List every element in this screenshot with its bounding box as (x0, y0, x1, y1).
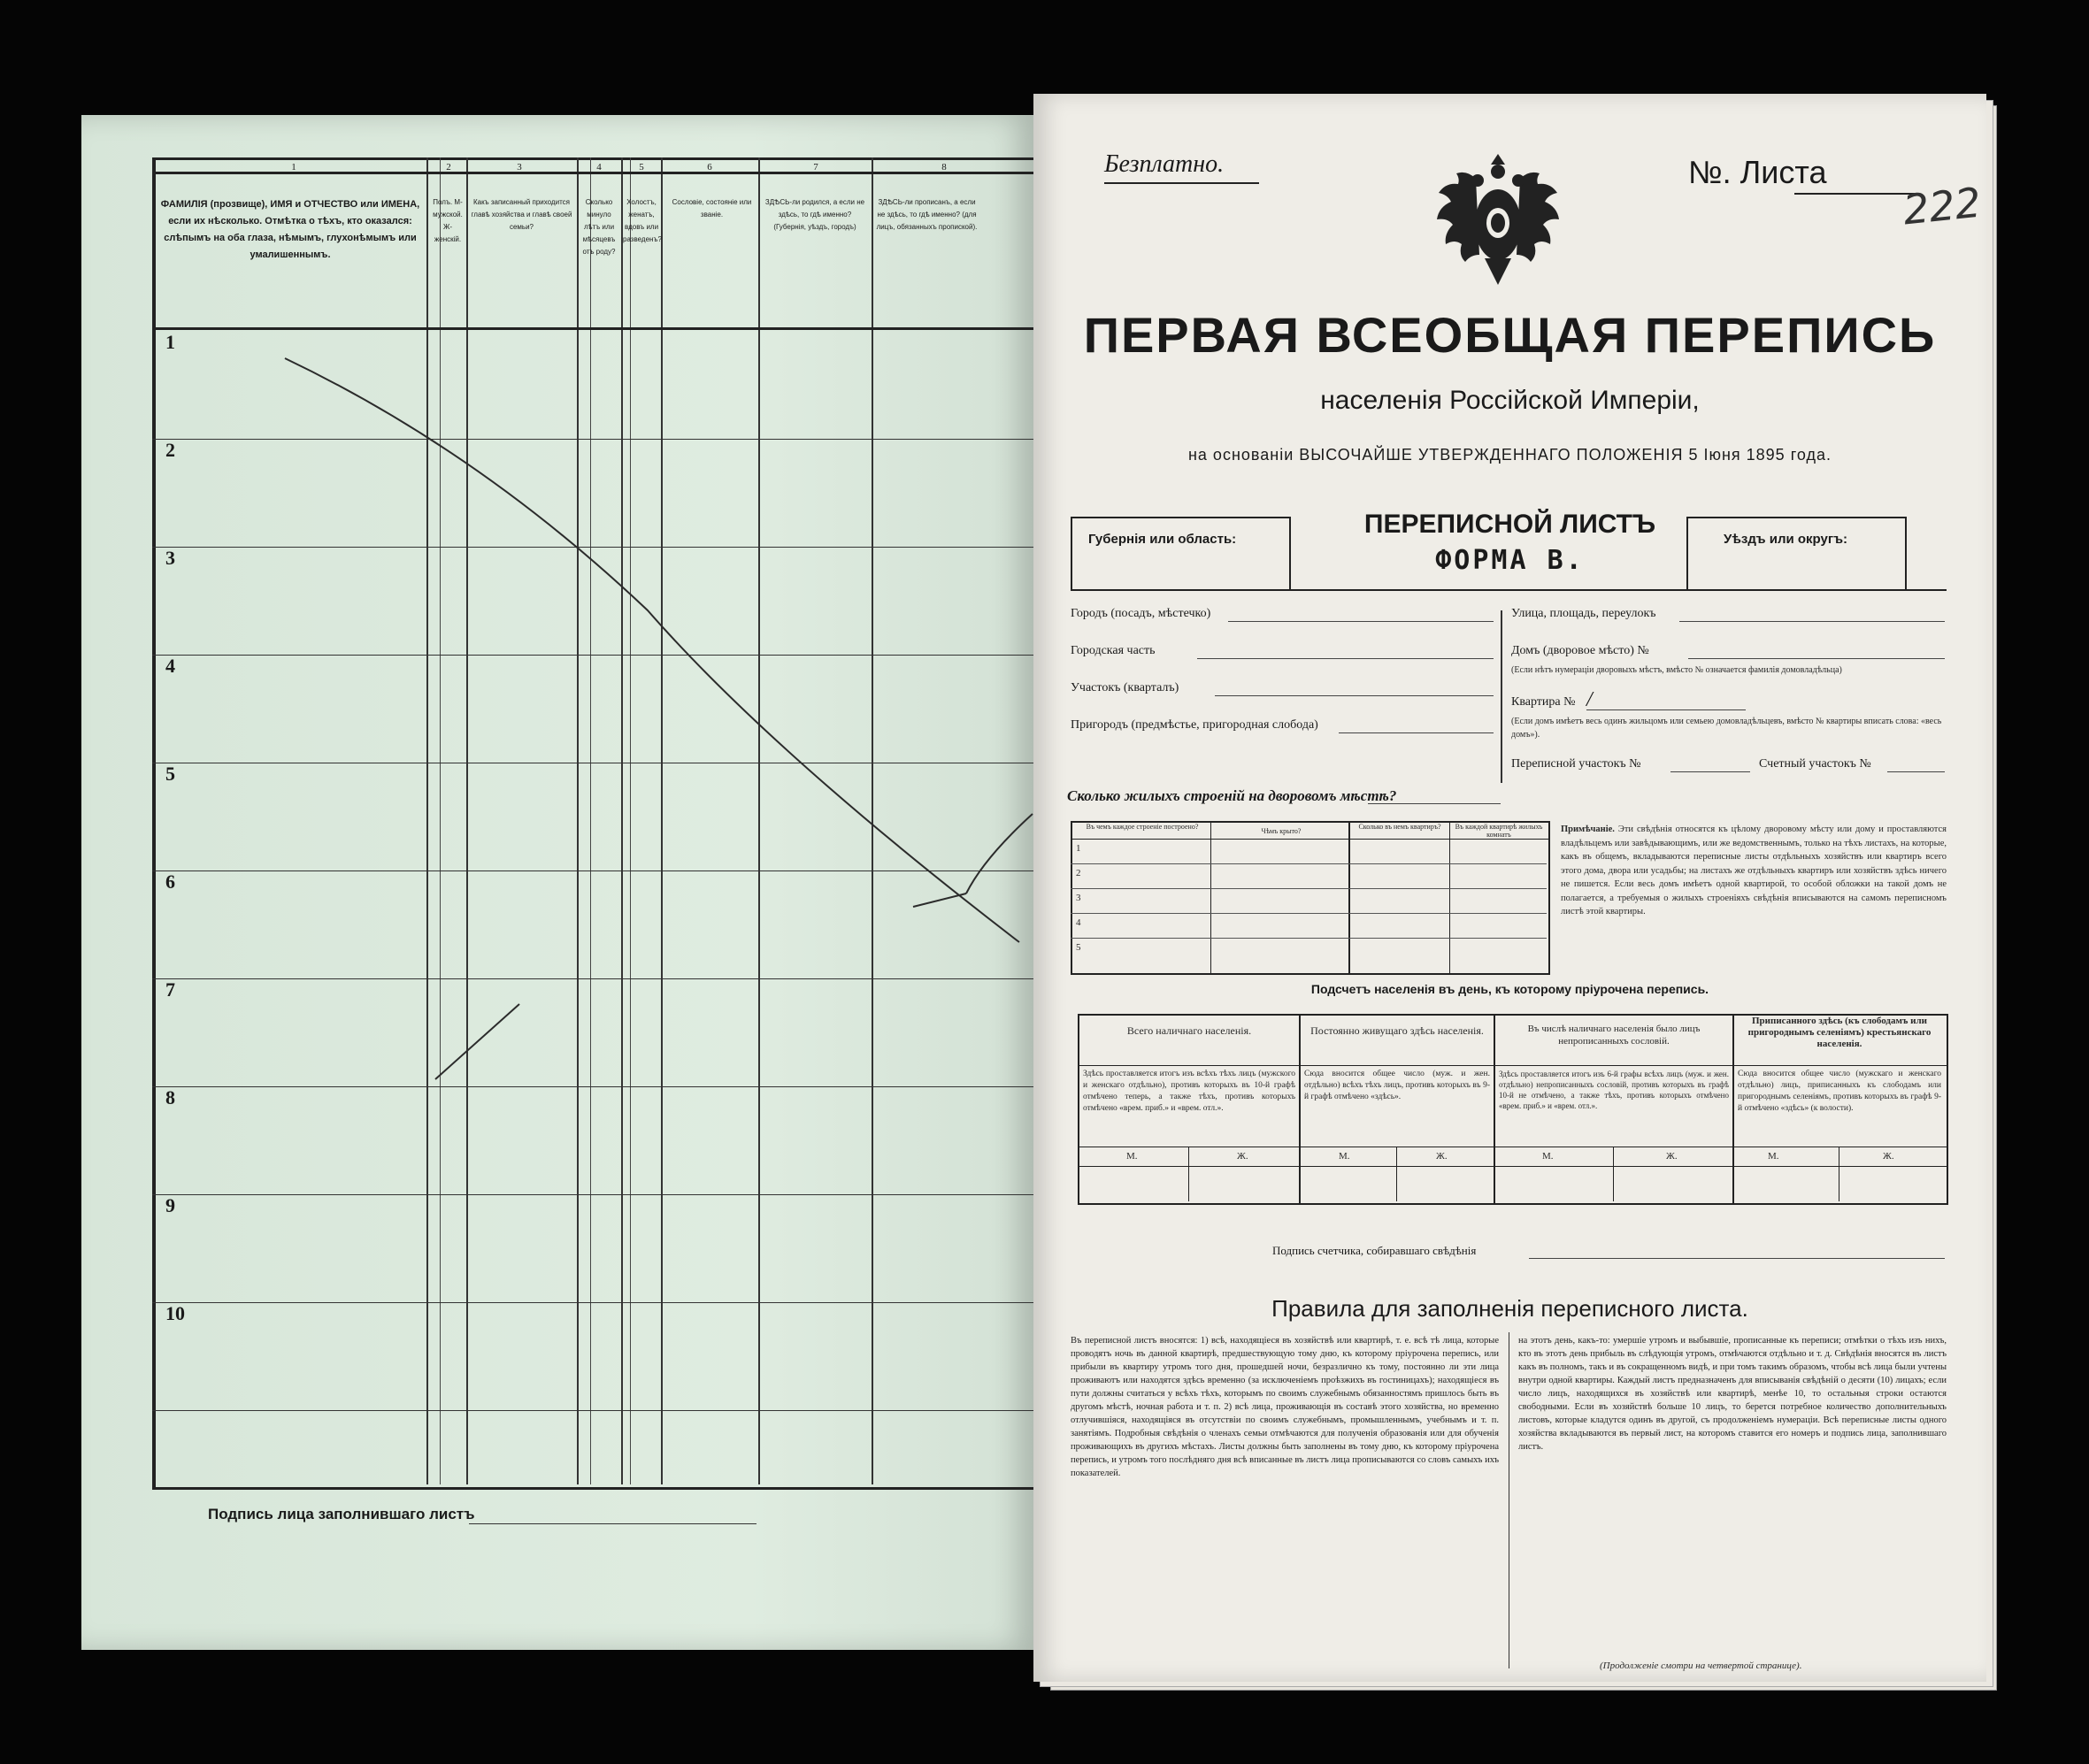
fill-line (1679, 621, 1945, 622)
column-header-marital: Холостъ, женатъ, вдовъ или разведенъ? (623, 198, 662, 243)
buildings-row-number: 5 (1076, 942, 1081, 953)
row-number: 3 (165, 547, 175, 569)
flat-note: (Если домъ имѣетъ весь одинъ жильцомъ или семьею домовладѣльцевъ, вмѣсто № квартиры вписать слова: «весь домъ»). (1511, 717, 1942, 740)
table-rule (1071, 888, 1547, 889)
address-flat: Квартира № (1511, 695, 1576, 709)
column-header-registration: ЗДѢСЬ-ли прописанъ, а если не здѣсь, то гдѣ именно? (для лицъ, обязанныхъ пропиской). (876, 198, 978, 231)
buildings-header: Въ чемъ каждое строеніе построено? (1086, 823, 1199, 831)
rules-title: Правила для заполненія переписного листа. (1271, 1295, 1748, 1322)
column-header-estate: Сословіе, состояніе или званіе. (672, 198, 752, 219)
fill-line (1887, 771, 1945, 772)
fill-line (1529, 1258, 1945, 1259)
column-header-name: ФАМИЛІЯ (прозвище), ИМЯ и ОТЧЕСТВО или ИМЕНА, если их нѣсколько. Отмѣтка о тѣхъ, кто оказался: слѣпымъ на оба глаза, нѣмымъ, глухонѣмымъ или умалишеннымъ. (160, 199, 420, 260)
buildings-header: Въ каждой квартирѣ жилыхъ комнатъ (1455, 823, 1543, 839)
sex-label: Ж. (1666, 1151, 1678, 1162)
fill-line (1688, 658, 1945, 659)
row-number: 1 (165, 331, 175, 353)
column-number: 4 (596, 162, 602, 173)
table-col (1348, 821, 1350, 973)
count-description: Здѣсь проставляется итогъ изъ 6-й графы всѣхъ лицъ (муж. и жен. отдѣльно) непрописанныхъ сословій, противъ которыхъ въ графѣ 10-й не отмѣчено, а также тѣхъ, противъ которыхъ отмѣчено «врем. приб.» и «врем. отл.». (1499, 1070, 1729, 1110)
rules-footer: (Продолженіе смотри на четвертой странице). (1600, 1660, 1802, 1671)
count-description: Сюда вносится общее число (мужскаго и женскаго отдѣльно) лицъ, приписанныхъ къ слободамъ или пригороднымъ селеніямъ, противъ которыхъ въ графѣ 9-й отмѣчено «здѣсь» (к волости). (1738, 1070, 1941, 1113)
column-header-sex: Полъ. М-мужской. Ж-женскій. (433, 198, 463, 243)
address-precinct: Участокъ (кварталъ) (1071, 681, 1179, 694)
column-number: 6 (707, 162, 712, 173)
count-description: Сюда вносится общее число (муж. и жен. отдѣльно) всѣхъ тѣхъ лицъ, противъ которыхъ въ 9-й графѣ отмѣчено «здѣсь». (1304, 1070, 1490, 1101)
column-header-birthplace: ЗДѢСЬ-ли родился, а если не здѣсь, то гдѣ именно? (Губернія, уѣздъ, городъ) (764, 198, 865, 231)
imperial-eagle-emblem-icon (1423, 145, 1573, 295)
house-note: (Если нѣтъ нумераціи дворовыхъ мѣстъ, вмѣсто № означается фамилія домовладѣльца) (1511, 665, 1842, 675)
table-rule (1071, 863, 1547, 864)
fill-line (1228, 621, 1494, 622)
buildings-note (1561, 823, 1947, 919)
population-count-title: Подсчетъ населенія въ день, къ которому пріурочена перепись. (1310, 982, 1709, 996)
buildings-header: Чѣмъ крыто? (1261, 827, 1302, 835)
buildings-table (1071, 821, 1550, 975)
sex-label: Ж. (1883, 1151, 1894, 1162)
row-number: 6 (165, 870, 175, 893)
column-number: 5 (639, 162, 644, 173)
fill-line (1215, 695, 1494, 696)
district-box (1686, 517, 1907, 591)
column-header-age: Сколько минуло лѣтъ или мѣсяцевъ отъ роду? (582, 198, 616, 256)
table-col (1613, 1147, 1614, 1201)
buildings-header: Сколько въ немъ квартиръ? (1358, 823, 1441, 831)
column-number: 2 (446, 162, 451, 173)
flat-handwritten: / (1586, 688, 1593, 711)
legal-basis: на основаніи ВЫСОЧАЙШЕ УТВЕРЖДЕННАГО ПОЛОЖЕНІЯ 5 Іюня 1895 года. (1187, 446, 1832, 464)
sheet-number-handwritten: 222 (1901, 178, 1984, 234)
note-title: Примѣчаніе. (1561, 824, 1615, 834)
address-street: Улица, площадь, переулокъ (1511, 607, 1656, 620)
table-rule (1071, 913, 1547, 914)
page-subtitle: населенія Россійской Имперіи, (1320, 386, 1700, 415)
table-rule (1078, 1166, 1947, 1167)
column-number: 1 (291, 162, 296, 173)
buildings-row-number: 2 (1076, 868, 1081, 878)
row-number: 9 (165, 1194, 175, 1216)
sex-label: М. (1542, 1151, 1554, 1162)
table-rule (1071, 938, 1547, 939)
note-text: Эти свѣдѣнія относятся къ цѣлому дворовому мѣсту или дому и проставляются владѣльцемъ или завѣдывающимъ, или же ведомственнымъ, только на тѣхъ листахъ, на которые, какъ въ общемъ, вкладываются переписные листы отдѣльныхъ хозяйствъ или квартиръ всего этого дома, двора или усадьбы; на листахъ же отдѣльныхъ квартиръ или хозяйствъ здѣсь ничего не пишется. Если весь домъ имѣетъ одной квартирой, то особой обложки на такой домъ не полагается, а требуемыя о жилыхъ строеніяхъ свѣдѣнія вписываются на самомъ переписномъ листѣ этой квартиры. (1561, 824, 1947, 917)
count-header: Постоянно живущаго здѣсь населенія. (1310, 1024, 1484, 1037)
sex-label: М. (1126, 1151, 1138, 1162)
district-label: Уѣздъ или округъ: (1724, 532, 1848, 547)
column-number: 8 (941, 162, 947, 173)
row-number: 10 (165, 1302, 185, 1324)
rules-column-2: на этотъ день, какъ-то: умершіе утромъ и выбывшіе, прописанные къ переписи; отмѣтки о тѣхъ изъ нихъ, кто въ этотъ день прибыль въ слѣдующія утромъ, отмѣчаются отдѣльно и т. д. Свѣдѣнія вносятся въ листъ какъ въ полномъ, такъ и въ сокращенномъ видѣ, и при томъ такимъ образомъ, чтобы всѣ лица были учтены внутри одной квартиры. Каждый листъ предназначенъ для вписыванія свѣдѣній о десяти (10) лицахъ; если число лицъ, находящихся въ хозяйствѣ или квартирѣ, менѣе 10, то остальныя строки остаются свободными. Если въ хозяйствѣ больше 10 лицъ, то берется потребное количество дополнительныхъ листовъ, которые кладутся одинъ въ другой, съ продолженіемъ нумераціи. Всѣ переписные листы одного хозяйства вкладываются въ первый лист, на которомъ ставится его номеръ и подпись лица, заполнившаго листъ. (1518, 1336, 1947, 1452)
count-header: Приписанного здѣсь (къ слободамъ или пригороднымъ селеніямъ) крестьянскаго населенія. (1747, 1016, 1932, 1049)
sex-label: М. (1339, 1151, 1350, 1162)
right-page-census-form (1033, 94, 1986, 1682)
fill-line (1586, 709, 1746, 710)
row-number: 2 (165, 439, 175, 461)
address-suburb: Пригородъ (предмѣстье, пригородная слобода) (1071, 718, 1318, 732)
table-col (1210, 821, 1211, 973)
address-divider (1501, 610, 1502, 783)
underline (1104, 182, 1259, 184)
table-col (1188, 1147, 1189, 1201)
pencil-strike-marks (81, 115, 1033, 1650)
row-number: 5 (165, 763, 175, 785)
row-number: 8 (165, 1086, 175, 1108)
fill-line (1670, 771, 1750, 772)
sex-label: Ж. (1436, 1151, 1448, 1162)
buildings-question: Сколько жилыхъ строеній на дворовомъ мѣстѣ? (1067, 787, 1397, 804)
column-header-relation: Какъ записанный приходится главѣ хозяйства и главѣ своей семьи? (471, 198, 572, 231)
header-rule (1071, 589, 1947, 591)
counter-signature-label: Подпись счетчика, собиравшаго свѣдѣнія (1272, 1244, 1477, 1257)
table-col (1299, 1014, 1301, 1203)
table-col (1449, 821, 1450, 973)
form-label: ФОРМА В. (1435, 545, 1585, 576)
column-number: 3 (517, 162, 522, 173)
census-sheet-heading: ПЕРЕПИСНОЙ ЛИСТЪ (1363, 510, 1656, 539)
fill-line (1368, 803, 1501, 804)
count-header: Въ числѣ наличнаго населенія было лицъ непрописанныхъ сословій. (1527, 1024, 1701, 1047)
table-rule (1071, 839, 1548, 840)
buildings-row-number: 1 (1076, 843, 1081, 854)
buildings-row-number: 3 (1076, 893, 1081, 903)
province-label: Губернія или область: (1088, 532, 1237, 547)
table-col (1732, 1014, 1734, 1203)
row-number: 4 (165, 655, 175, 677)
count-description: Здѣсь проставляется итогъ изъ всѣхъ тѣхъ лицъ (мужского и женскаго отдѣльно), противъ которыхъ въ 10-й графѣ отмѣчено теперь, а также тѣхъ, противъ которыхъ отмѣчено «врем. приб.» и «врем. отл.». (1083, 1070, 1295, 1113)
sheet-number-label: №. Листа (1688, 154, 1827, 190)
sex-label: Ж. (1237, 1151, 1248, 1162)
table-rule (1078, 1065, 1947, 1066)
free-of-charge-label: Безплатно. (1104, 150, 1225, 178)
address-city-part: Городская часть (1071, 644, 1156, 657)
fill-line (1197, 658, 1494, 659)
census-district: Переписной участокъ № (1511, 757, 1641, 771)
fill-line (1339, 732, 1494, 733)
page-title: ПЕРВАЯ ВСЕОБЩАЯ ПЕРЕПИСЬ (1083, 307, 1937, 363)
counting-district: Счетный участокъ № (1759, 757, 1871, 771)
buildings-row-number: 4 (1076, 917, 1081, 928)
rules-column-1: Въ переписной листъ вносятся: 1) всѣ, находящіеся въ хозяйствѣ или квартирѣ, т. е. всѣ тѣ лица, которые проводятъ ночь въ данной квартирѣ, предшествующую тому дню, къ которому пріурочена перепись, или прибыли въ квартиру утромъ того дня, прошедшей ночи, безразлично къ тому, постоянно ли эти лица проживаютъ или находятся здѣсь временно (за исключеніемъ проѣзжихъ въ гостиницахъ); находящіеся въ пути должны считаться у всѣхъ тѣхъ, которымъ по своимъ служебнымъ обязанностямъ пришлось быть въ другомъ мѣстѣ, ночная работа и т. п. 2) всѣ лица, проживающія въ составѣ этого хозяйства, но временно отлучившіяся, находящіяся въ отсутствіи по своимъ служебнымъ, промышленнымъ, учебнымъ и т. п. занятіямъ. Подробныя свѣдѣнія о членахъ семьи отмѣчаются для полученія образованія или для обученія проживающихъ въ другихъ мѣстахъ. Листы должны быть заполнены въ тому дню, къ которому пріурочена перепись, и утромъ того послѣдняго дня всѣ вписанные въ листъ лица прописываются со словъ самыхъ ихъ показателей. (1071, 1336, 1499, 1478)
address-city: Городъ (посадъ, мѣстечко) (1071, 607, 1211, 620)
address-house: Домъ (дворовое мѣсто) № (1511, 644, 1649, 657)
count-header: Всего наличнаго населенія. (1126, 1024, 1252, 1037)
left-page-census-table (81, 115, 1033, 1650)
table-col (1396, 1147, 1397, 1201)
column-number: 7 (813, 162, 818, 173)
sex-label: М. (1768, 1151, 1779, 1162)
table-col (1494, 1014, 1495, 1203)
row-number: 7 (165, 978, 175, 1001)
signature-label: Подпись лица заполнившаго листъ (208, 1506, 475, 1522)
underline (1794, 193, 1918, 195)
signature-line (469, 1523, 756, 1524)
